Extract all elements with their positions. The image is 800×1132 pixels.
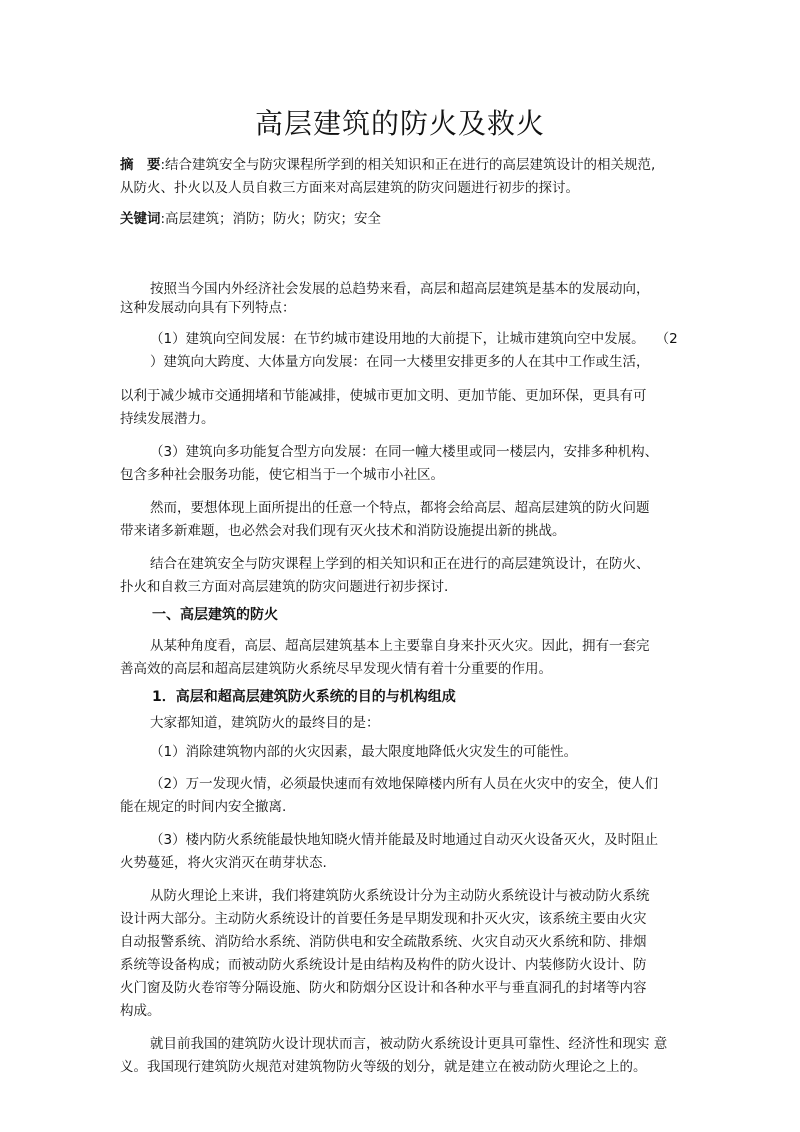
however-line-1: 然而，要想体现上面所提出的任意一个特点，都将会给高层、超高层建筑的防火问题 <box>150 500 650 516</box>
abstract-text-1: :结合建筑安全与防灾课程所学到的相关知识和正在进行的高层建筑设计的相关规范, <box>160 157 656 173</box>
subsection-1-intro: 大家都知道，建筑防火的最终目的是： <box>150 715 380 731</box>
feature-1-line: （1）建筑向空间发展：在节约城市建设用地的大前提下，让城市建筑向空中发展。 （2 <box>150 331 678 347</box>
feature-2-cont-line-1: 以利于减少城市交通拥堵和节能减排，使城市更加文明、更加节能、更加环保，更具有可 <box>120 388 647 404</box>
subsection-1-heading: 1．高层和超高层建筑防火系统的目的与机构组成 <box>152 689 456 705</box>
current-line-1: 就目前我国的建筑防火设计现状而言，被动防火系统设计更具可靠性、经济性和现实 意 <box>150 1036 668 1052</box>
keywords-text: :高层建筑；消防；防火；防灾；安全 <box>160 211 382 227</box>
section-1-para-line-1: 从某种角度看，高层、超高层建筑基本上主要靠自身来扑灭火灾。因此，拥有一套完 <box>150 638 650 654</box>
theory-line-1: 从防火理论上来讲，我们将建筑防火系统设计分为主动防火系统设计与被动防火系统 <box>150 888 650 904</box>
combine-line-1: 结合在建筑安全与防灾课程上学到的相关知识和正在进行的高层建筑设计，在防火、 <box>150 556 650 572</box>
goal-3-line-1: （3）楼内防火系统能最快地知晓火情并能最及时地通过自动灭火设备灭火，及时阻止 <box>150 832 659 848</box>
feature-2-cont-line-2: 持续发展潜力。 <box>120 411 215 427</box>
goal-2-line-1: （2）万一发现火情，必须最快速而有效地保障楼内所有人员在火灾中的安全，使人们 <box>150 776 659 792</box>
current-line-2: 义。我国现行建筑防火规范对建筑物防火等级的划分，就是建立在被动防火理论之上的。 <box>120 1059 647 1075</box>
intro-line-2: 这种发展动向具有下列特点： <box>120 300 296 316</box>
theory-line-3: 自动报警系统、消防给水系统、消防供电和安全疏散系统、火灾自动灭火系统和防、排烟 <box>120 934 647 950</box>
section-1-para-line-2: 善高效的高层和超高层建筑防火系统尽早发现火情有着十分重要的作用。 <box>120 661 552 677</box>
theory-line-5: 火门窗及防火卷帘等分隔设施、防火和防烟分区设计和各种水平与垂直洞孔的封堵等内容 <box>120 980 647 996</box>
goal-3-line-2: 火势蔓延，将火灾消灭在萌芽状态. <box>120 855 327 871</box>
feature-2-line: ）建筑向大跨度、大体量方向发展：在同一大楼里安排更多的人在其中工作或生活， <box>150 354 650 370</box>
goal-2-line-2: 能在规定的时间内安全撤离. <box>120 799 287 815</box>
feature-3-line-1: （3）建筑向多功能复合型方向发展：在同一幢大楼里或同一楼层内，安排多种机构、 <box>150 444 659 460</box>
goal-1-line: （1）消除建筑物内部的火灾因素，最大限度地降低火灾发生的可能性。 <box>150 744 578 760</box>
intro-line-1: 按照当今国内外经济社会发展的总趋势来看，高层和超高层建筑是基本的发展动向， <box>150 281 650 297</box>
however-line-2: 带来诸多新难题，也必然会对我们现有灭火技术和消防设施提出新的挑战。 <box>120 523 566 539</box>
theory-line-2: 设计两大部分。主动防火系统设计的首要任务是早期发现和扑灭火灾，该系统主要由火灾 <box>120 911 647 927</box>
combine-line-2: 扑火和自救三方面对高层建筑的防灾问题进行初步探讨. <box>120 579 449 595</box>
keywords-line <box>120 208 381 231</box>
keywords-label: 关键词 <box>120 211 161 227</box>
feature-3-line-2: 包含多种社会服务功能，使它相当于一个城市小社区。 <box>120 467 444 483</box>
theory-line-4: 系统等设备构成；而被动防火系统设计是由结构及构件的防火设计、内装修防火设计、防 <box>120 957 647 973</box>
section-1-heading: 一、高层建筑的防火 <box>152 607 278 623</box>
abstract-line-1 <box>120 154 655 177</box>
document-title: 高层建筑的防火及救火 <box>254 107 545 140</box>
abstract-line-2: 从防火、扑火以及人员自救三方面来对高层建筑的防灾问题进行初步的探讨。 <box>120 180 579 196</box>
abstract-label: 摘 要 <box>120 157 161 173</box>
theory-line-6: 构成。 <box>120 1003 161 1019</box>
